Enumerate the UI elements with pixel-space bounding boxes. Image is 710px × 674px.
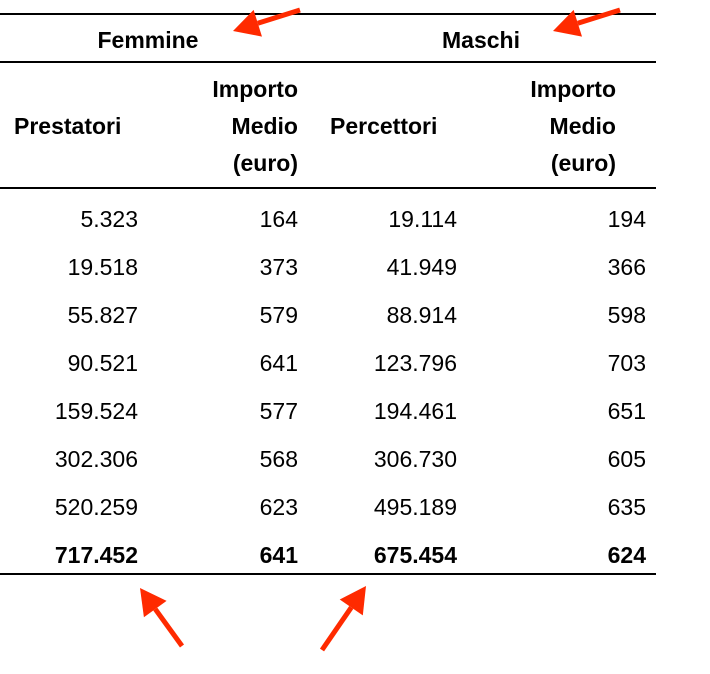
table-cell: 123.796 <box>373 350 457 376</box>
header-percettori: Percettori <box>330 113 438 139</box>
arrow-shaft <box>322 607 351 650</box>
table-cell: 495.189 <box>373 494 457 520</box>
arrow-head-icon <box>140 588 167 617</box>
table-cell: 366 <box>607 254 646 280</box>
total-cell: 641 <box>259 542 298 568</box>
group-maschi: Maschi <box>442 27 520 53</box>
table-cell: 90.521 <box>67 350 138 376</box>
total-cell: 624 <box>607 542 646 568</box>
table-cell: 302.306 <box>54 446 138 472</box>
table-cell: 19.114 <box>388 206 457 232</box>
header-importo-m-3: (euro) <box>550 150 616 176</box>
arrow-head-icon <box>233 10 262 37</box>
table-cell: 19.518 <box>67 254 138 280</box>
table-cell: 598 <box>607 302 646 328</box>
table-cell: 194 <box>607 206 646 232</box>
table-cell: 623 <box>259 494 298 520</box>
table-cell: 194.461 <box>373 398 457 424</box>
table-cell: 641 <box>259 350 298 376</box>
table-cell: 55.827 <box>67 302 138 328</box>
table-cell: 41.949 <box>386 254 457 280</box>
arrow-head-icon <box>340 586 366 615</box>
arrow-shaft <box>578 10 620 23</box>
total-cell: 717.452 <box>54 542 138 568</box>
arrow-shaft <box>155 609 182 646</box>
table-cell: 635 <box>607 494 646 520</box>
table-cell: 520.259 <box>54 494 138 520</box>
table-cell: 164 <box>259 206 298 232</box>
table-cell: 568 <box>259 446 298 472</box>
table-cell: 88.914 <box>386 302 457 328</box>
table-cell: 5.323 <box>80 206 138 232</box>
header-importo-f-3: (euro) <box>232 150 298 176</box>
group-femmine: Femmine <box>97 27 199 53</box>
table-cell: 159.524 <box>54 398 138 424</box>
table-cell: 306.730 <box>373 446 457 472</box>
header-importo-f-1: Importo <box>212 76 298 102</box>
table-cell: 651 <box>607 398 646 424</box>
header-importo-m-1: Importo <box>530 76 616 102</box>
table-cell: 703 <box>607 350 646 376</box>
arrow-head-icon <box>553 10 582 37</box>
table-cell: 373 <box>259 254 298 280</box>
total-cell: 675.454 <box>373 542 457 568</box>
table-cell: 577 <box>259 398 298 424</box>
table-cell: 579 <box>259 302 298 328</box>
arrow-shaft <box>258 10 300 23</box>
header-importo-f-2: Medio <box>231 113 298 139</box>
header-prestatori: Prestatori <box>14 113 122 139</box>
header-importo-m-2: Medio <box>549 113 616 139</box>
table-cell: 605 <box>607 446 646 472</box>
